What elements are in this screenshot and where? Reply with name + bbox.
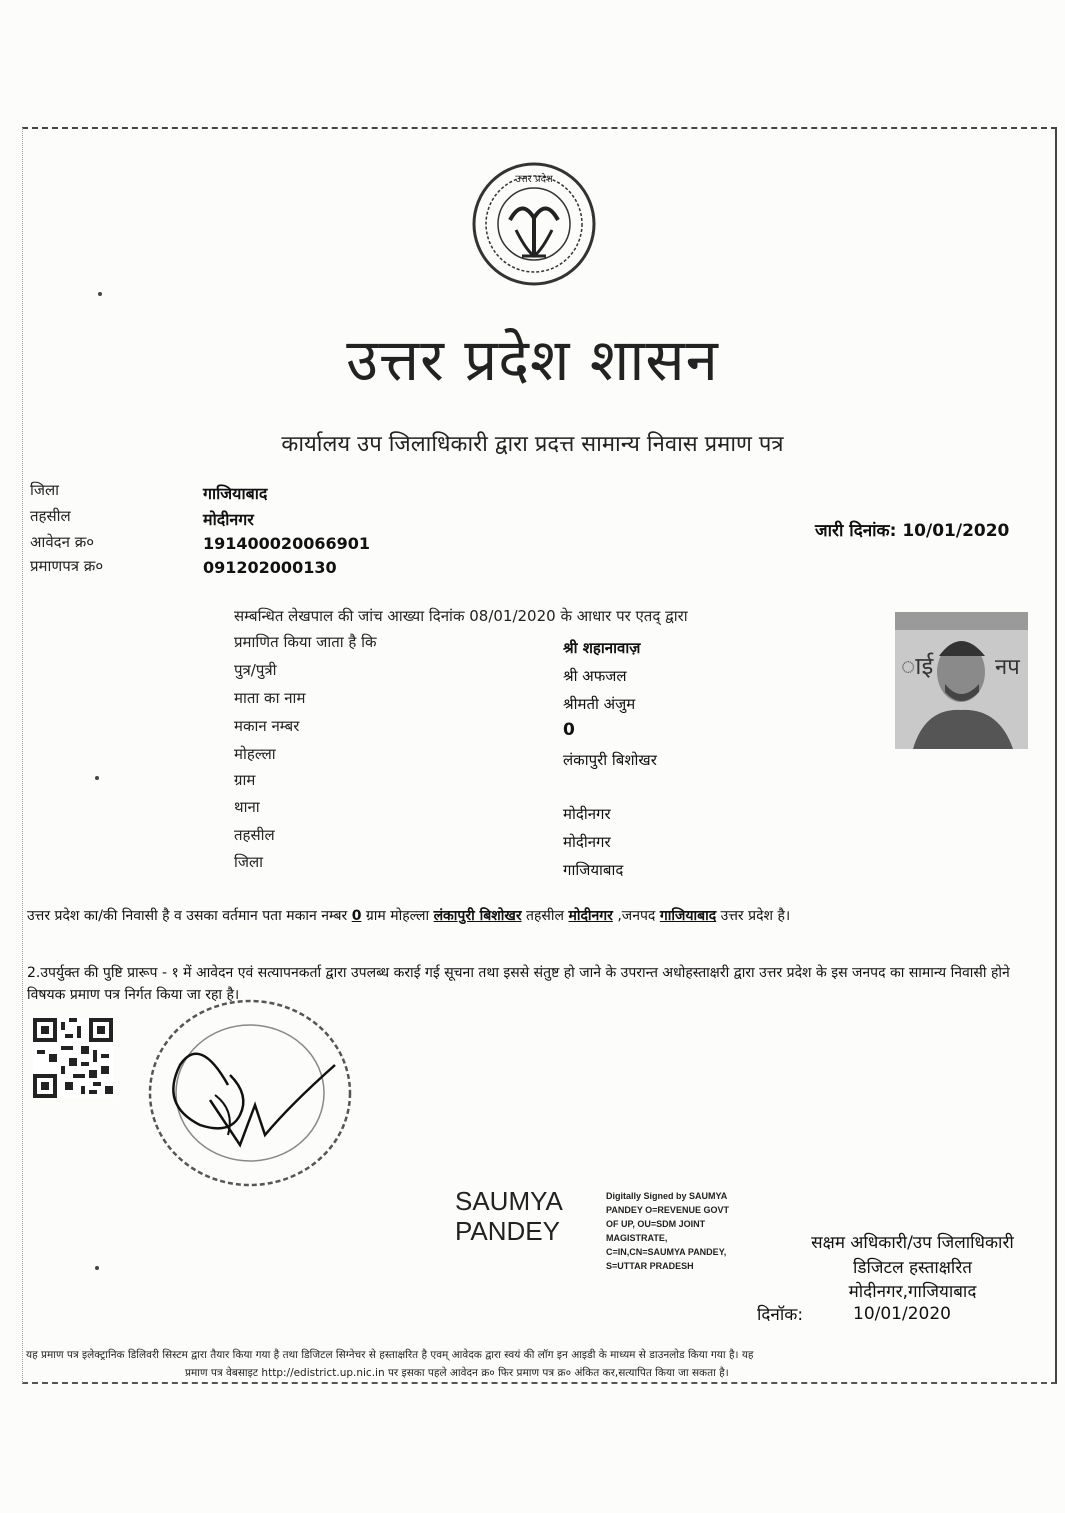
- date-value: 10/01/2020: [853, 1304, 951, 1324]
- certificate-no-value: 091202000130: [203, 558, 337, 577]
- issue-date: जारी दिनांक: 10/01/2020: [815, 521, 1010, 541]
- para-text: तहसील: [521, 908, 569, 924]
- field-label: जिला: [234, 853, 264, 871]
- field-value: श्री अफजल: [563, 667, 627, 685]
- sig-detail-line: S=UTTAR PRADESH: [606, 1261, 694, 1271]
- field-label: पुत्र/पुत्री: [234, 661, 277, 679]
- field-value: 0: [563, 720, 575, 740]
- para-mohalla: लंकापुरी बिशोखर: [433, 908, 522, 924]
- digital-signature-details: [606, 1189, 729, 1273]
- emblem-text: उत्तर प्रदेश: [515, 174, 553, 185]
- sig-detail-line: PANDEY O=REVENUE GOVT: [606, 1205, 729, 1215]
- svg-text:ाई: ाई: [901, 652, 934, 680]
- government-title: उत्तर प्रदेश शासन: [346, 326, 719, 394]
- verification-paragraph: 2.उपर्युक्त की पुष्टि प्रारूप - १ में आवेदन एवं सत्यापनकर्ता द्वारा उपलब्ध कराई गई सूचना तथा इससे संतुष्ट हो जाने के उपरान्त अधोहस्ताक्षरी द्वारा उत्तर प्रदेश के इस जनपद का सामान्य निवासी होने विषयक प्रमाण पत्र निर्गत किया जा रहा है।: [27, 965, 1010, 1003]
- applicant-name: श्री शहानावाज़: [563, 639, 641, 657]
- signer-name: [455, 1186, 563, 1246]
- field-label: मोहल्ला: [234, 745, 276, 763]
- para-text: उत्तर प्रदेश है।: [716, 908, 791, 924]
- residence-paragraph: [27, 905, 1047, 927]
- intro-line-2: प्रमाणित किया जाता है कि: [234, 633, 377, 651]
- footer-line-1: यह प्रमाण पत्र इलेक्ट्रानिक डिलिवरी सिस्टम द्वारा तैयार किया गया है तथा डिजिटल सिग्नेचर से हस्ताक्षरित है एवम् आवेदक द्वारा स्वयं की लॉग इन आइडी के माध्यम से डाउनलोड किया गया है। यह: [26, 1349, 754, 1361]
- scan-speck: [98, 292, 102, 296]
- application-no-label: आवेदन क्र०: [30, 533, 95, 551]
- para-district: गाजियाबाद: [659, 908, 717, 924]
- scan-speck: [95, 1266, 99, 1270]
- certificate-title: कार्यालय उप जिलाधिकारी द्वारा प्रदत्त सामान्य निवास प्रमाण पत्र: [281, 432, 784, 457]
- field-label: मकान नम्बर: [234, 717, 300, 735]
- signer-first-name: SAUMYA: [455, 1186, 563, 1216]
- field-value: मोदीनगर: [563, 805, 611, 823]
- officer-designation: सक्षम अधिकारी/उप जिलाधिकारी: [811, 1233, 1014, 1253]
- field-value: श्रीमती अंजुम: [563, 695, 636, 713]
- sig-detail-line: Digitally Signed by SAUMYA: [606, 1191, 728, 1201]
- officer-digital-signed: डिजिटल हस्ताक्षरित: [853, 1258, 972, 1278]
- district-label: जिला: [30, 481, 60, 499]
- scan-speck: [95, 776, 99, 780]
- sig-detail-line: C=IN,CN=SAUMYA PANDEY,: [606, 1247, 727, 1257]
- applicant-photo: [895, 612, 1028, 749]
- intro-line-1: सम्बन्धित लेखपाल की जांच आख्या दिनांक 08/01/2020 के आधार पर एतद् द्वारा: [234, 607, 688, 625]
- field-value: लंकापुरी बिशोखर: [563, 751, 657, 769]
- svg-text:नप: नप: [995, 655, 1020, 680]
- para-text: उत्तर प्रदेश का/की निवासी है व उसका वर्तमान पता मकान नम्बर: [27, 908, 352, 924]
- officer-location: मोदीनगर,गाजियाबाद: [848, 1282, 977, 1302]
- tehsil-label: तहसील: [30, 507, 71, 525]
- sig-detail-line: MAGISTRATE,: [606, 1233, 668, 1243]
- field-label: माता का नाम: [234, 689, 306, 707]
- district-value: गाजियाबाद: [203, 484, 268, 503]
- sig-detail-line: OF UP, OU=SDM JOINT: [606, 1219, 706, 1229]
- para-house: 0: [351, 908, 362, 924]
- qr-code: [33, 1018, 113, 1098]
- para-text: ,जनपद: [612, 908, 660, 924]
- para-tehsil: मोदीनगर: [568, 908, 613, 924]
- field-label: ग्राम: [234, 771, 256, 789]
- field-value: गाजियाबाद: [563, 861, 624, 879]
- certificate-no-label: प्रमाणपत्र क्र०: [30, 557, 104, 575]
- footer-line-2: प्रमाण पत्र वेबसाइट http://edistrict.up.nic.in पर इसका पहले आवेदन क्र० फिर प्रमाण पत्र क्र० अंकित कर,सत्यापित किया जा सकता है।: [185, 1367, 729, 1379]
- field-label: तहसील: [234, 826, 275, 844]
- up-state-emblem: [470, 160, 598, 288]
- tehsil-value: मोदीनगर: [203, 510, 254, 529]
- date-label: दिनॉक:: [757, 1305, 804, 1325]
- field-value: मोदीनगर: [563, 833, 611, 851]
- field-label: थाना: [234, 798, 260, 816]
- para-text: ग्राम मोहल्ला: [361, 908, 434, 924]
- signer-last-name: PANDEY: [455, 1216, 560, 1246]
- application-no-value: 191400020066901: [203, 534, 370, 553]
- official-seal-and-signature: [140, 995, 355, 1195]
